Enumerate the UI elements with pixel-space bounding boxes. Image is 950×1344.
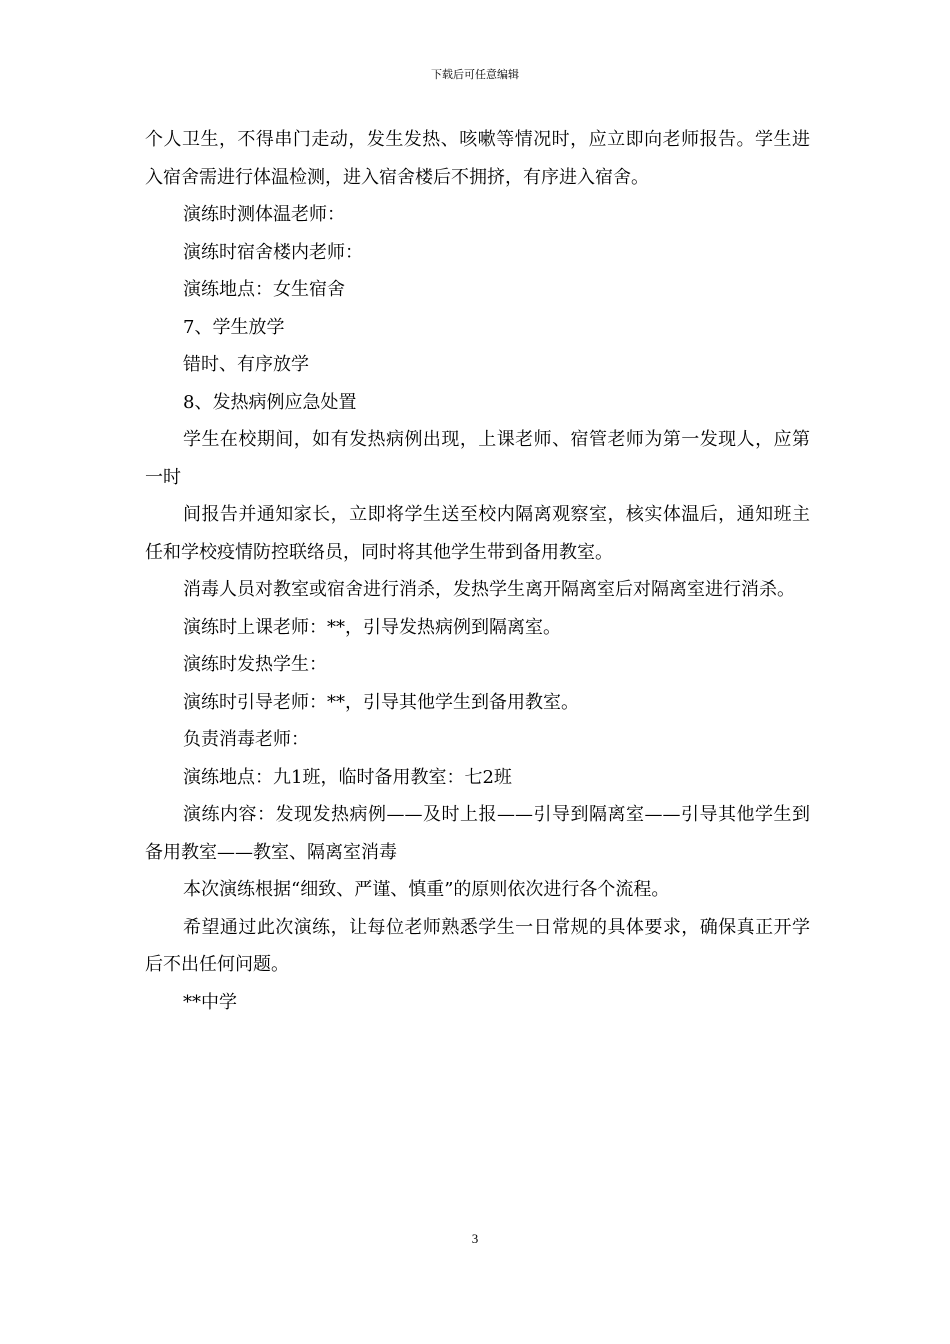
- paragraph: 间报告并通知家长，立即将学生送至校内隔离观察室，核实体温后，通知班主任和学校疫情防控联络员，同时将其他学生带到备用教室。: [145, 504, 810, 563]
- section-heading: 8、发热病例应急处置: [183, 391, 357, 413]
- section-heading: 7、学生放学: [183, 316, 285, 338]
- paragraph: 演练内容：发现发热病例——及时上报——引导到隔离室——引导其他学生到备用教室——教室、隔离室消毒: [145, 804, 810, 863]
- document-body: [145, 121, 810, 1021]
- paragraph: 演练时引导老师：**，引导其他学生到备用教室。: [183, 691, 579, 713]
- paragraph: 演练地点：女生宿舍: [183, 279, 345, 300]
- signature-line: **中学: [183, 991, 237, 1013]
- paragraph: 演练时测体温老师：: [183, 204, 345, 225]
- paragraph: 个人卫生，不得串门走动，发生发热、咳嗽等情况时，应立即向老师报告。学生进入宿舍需进行体温检测，进入宿舍楼后不拥挤，有序进入宿舍。: [145, 129, 810, 188]
- paragraph: 负责消毒老师：: [183, 729, 309, 750]
- paragraph: 学生在校期间，如有发热病例出现，上课老师、宿管老师为第一发现人，应第一时: [145, 429, 810, 488]
- paragraph: 演练时宿舍楼内老师：: [183, 241, 363, 263]
- paragraph: 演练时发热学生：: [183, 654, 327, 675]
- paragraph: 消毒人员对教室或宿舍进行消杀，发热学生离开隔离室后对隔离室进行消杀。: [183, 579, 795, 600]
- paragraph: 演练地点：九1班，临时备用教室：七2班: [183, 766, 512, 788]
- paragraph: 希望通过此次演练，让每位老师熟悉学生一日常规的具体要求，确保真正开学后不出任何问题。: [145, 916, 810, 975]
- paragraph: 演练时上课老师：**，引导发热病例到隔离室。: [183, 616, 561, 638]
- page-number: 3: [471, 1231, 479, 1246]
- paragraph: 错时、有序放学: [183, 354, 309, 375]
- paragraph: 本次演练根据“细致、严谨、慎重”的原则依次进行各个流程。: [183, 879, 670, 900]
- page-header: 下载后可任意编辑: [431, 68, 519, 81]
